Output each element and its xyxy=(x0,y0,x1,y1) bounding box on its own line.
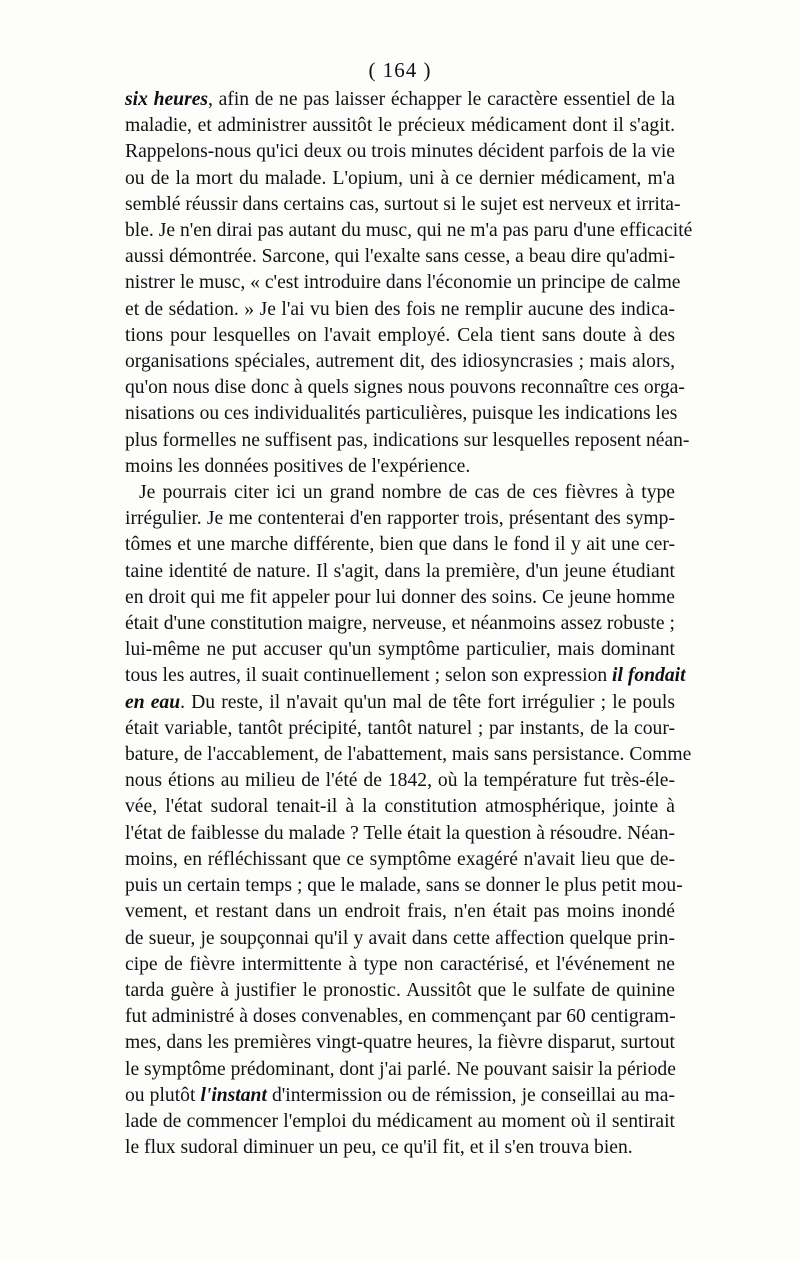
text-run: nous étions au milieu de l'été de 1842, où la température fut très-éle- xyxy=(125,770,675,792)
text-line xyxy=(125,926,675,952)
text-line xyxy=(125,611,675,637)
text-run: Rappelons-nous qu'ici deux ou trois minutes décident parfois de la vie xyxy=(125,141,675,163)
text-line xyxy=(125,87,675,113)
text-run: organisations spéciales, autrement dit, des idiosyncrasies ; mais alors, xyxy=(125,351,675,373)
emphasized-text: il fondait xyxy=(612,665,686,687)
text-line xyxy=(125,637,675,663)
text-run: , afin de ne pas laisser échapper le caractère essentiel de la xyxy=(208,89,676,110)
text-line xyxy=(125,1109,675,1135)
text-run: irrégulier. Je me contenterai d'en rapporter trois, présentant des symp- xyxy=(125,508,675,530)
text-line xyxy=(125,1057,675,1083)
text-run: cipe de fièvre intermittente à type non caractérisé, et l'événement ne xyxy=(125,953,675,975)
text-run: puis un certain temps ; que le malade, sans se donner le plus petit mou- xyxy=(125,875,683,897)
text-run: et de sédation. » Je l'ai vu bien des fois ne remplir aucune des indica- xyxy=(125,298,675,320)
text-run: d'intermission ou de rémission, je conseillai au ma- xyxy=(266,1084,675,1106)
text-run: taine identité de nature. Il s'agit, dans la première, d'un jeune étudiant xyxy=(125,560,675,582)
text-run: maladie, et administrer aussitôt le précieux médicament dont il s'agit. xyxy=(125,115,675,137)
emphasized-text: six heures xyxy=(125,89,209,110)
text-line xyxy=(125,297,675,323)
text-line xyxy=(125,139,675,165)
text-run: tous les autres, il suait continuellement ; selon son expression xyxy=(125,665,613,687)
text-line xyxy=(125,585,675,611)
text-run: tions pour lesquelles on l'avait employé. Cela tient sans doute à des xyxy=(125,324,675,346)
text-run: vée, l'état sudoral tenait-il à la constitution atmosphérique, jointe à xyxy=(125,796,675,818)
text-line xyxy=(125,794,675,820)
text-run: ou plutôt xyxy=(125,1084,201,1106)
text-run: moins les données positives de l'expérience. xyxy=(125,455,471,477)
text-line xyxy=(125,349,675,375)
text-run: aussi démontrée. Sarcone, qui l'exalte sans cesse, a beau dire qu'admi- xyxy=(125,246,675,268)
text-run: était d'une constitution maigre, nerveuse, et néanmoins assez robuste ; xyxy=(125,613,675,635)
text-run: le flux sudoral diminuer un peu, ce qu'il fit, et il s'en trouva bien. xyxy=(125,1137,633,1159)
text-run: en droit qui me fit appeler pour lui donner des soins. Ce jeune homme xyxy=(125,586,675,608)
text-run: moins, en réfléchissant que ce symptôme exagéré n'avait lieu que de- xyxy=(125,848,675,870)
emphasized-text: en eau xyxy=(125,691,181,713)
text-run: bature, de l'accablement, de l'abattement, mais sans persistance. Comme xyxy=(125,744,692,766)
text-run: semblé réussir dans certains cas, surtout si le sujet est nerveux et irrita- xyxy=(125,193,681,215)
text-line xyxy=(125,1083,675,1109)
text-line xyxy=(125,192,681,218)
text-run: nisations ou ces individualités particulières, puisque les indications les xyxy=(125,403,678,425)
text-line xyxy=(125,323,675,349)
text-line xyxy=(125,690,675,716)
text-run: fut administré à doses convenables, en commençant par 60 centigram- xyxy=(125,1006,676,1028)
text-line xyxy=(125,401,678,427)
text-line xyxy=(125,1135,675,1161)
text-run: de sueur, je soupçonnai qu'il y avait dans cette affection quelque prin- xyxy=(125,927,675,949)
text-line xyxy=(125,899,675,925)
text-run: ble. Je n'en dirai pas autant du musc, qui ne m'a pas paru d'une efficacité xyxy=(125,220,693,242)
text-line xyxy=(125,270,681,296)
text-run: mes, dans les premières vingt-quatre heures, la fièvre disparut, surtout xyxy=(125,1032,675,1054)
text-line xyxy=(125,559,675,585)
text-line xyxy=(125,166,675,192)
text-line xyxy=(125,768,675,794)
text-line xyxy=(125,873,683,899)
text-line xyxy=(125,218,693,244)
text-run: vement, et restant dans un endroit frais, n'en était pas moins inondé xyxy=(125,901,675,923)
body-text xyxy=(125,87,693,1161)
text-run: lui-même ne put accuser qu'un symptôme particulier, mais dominant xyxy=(125,639,675,661)
text-run: ou de la mort du malade. L'opium, uni à ce dernier médicament, m'a xyxy=(125,167,675,189)
text-line xyxy=(125,821,675,847)
text-line xyxy=(125,663,686,689)
text-line xyxy=(125,952,675,978)
page-number: ( 164 ) xyxy=(368,58,432,82)
text-run: le symptôme prédominant, dont j'ai parlé. Ne pouvant saisir la période xyxy=(125,1058,676,1080)
text-line xyxy=(125,847,675,873)
text-line xyxy=(125,428,690,454)
text-run: était variable, tantôt précipité, tantôt naturel ; par instants, de la cour- xyxy=(125,717,675,739)
text-run: plus formelles ne suffisent pas, indications sur lesquelles reposent néan- xyxy=(125,429,690,451)
text-line xyxy=(125,742,692,768)
text-run: lade de commencer l'emploi du médicament au moment où il sentirait xyxy=(125,1110,675,1132)
text-line xyxy=(125,480,675,506)
text-line xyxy=(125,1030,675,1056)
text-line xyxy=(125,716,675,742)
text-run: Je pourrais citer ici un grand nombre de cas de ces fièvres à type xyxy=(139,482,675,504)
text-line xyxy=(125,532,675,558)
text-run: qu'on nous dise donc à quels signes nous pouvons reconnaître ces orga- xyxy=(125,377,685,399)
text-line xyxy=(125,113,675,139)
text-run: nistrer le musc, « c'est introduire dans l'économie un principe de calme xyxy=(125,272,681,294)
text-run: . Du reste, il n'avait qu'un mal de tête fort irrégulier ; le pouls xyxy=(180,691,675,713)
text-run: tômes et une marche différente, bien que dans le fond il y ait une cer- xyxy=(125,534,675,556)
text-line xyxy=(125,454,675,480)
text-line xyxy=(125,978,675,1004)
text-run: l'état de faiblesse du malade ? Telle était la question à résoudre. Néan- xyxy=(125,822,675,844)
text-line xyxy=(125,375,685,401)
text-line xyxy=(125,1004,675,1030)
text-run: tarda guère à justifier le pronostic. Aussitôt que le sulfate de quinine xyxy=(125,979,675,1001)
text-line xyxy=(125,506,675,532)
text-line xyxy=(125,244,675,270)
emphasized-text: l'instant xyxy=(200,1084,267,1106)
